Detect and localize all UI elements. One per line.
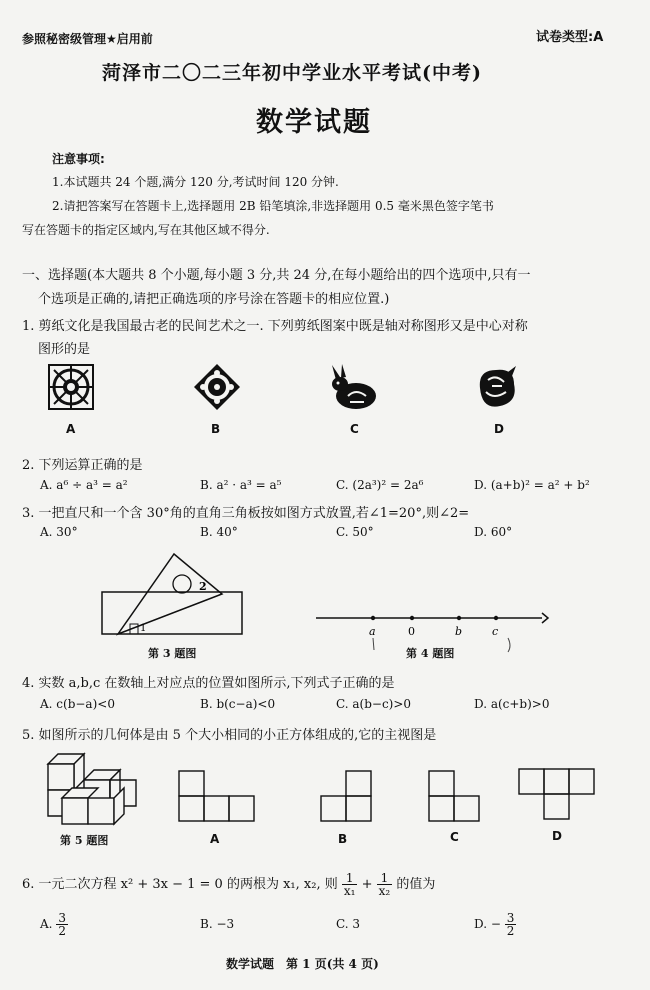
q5-option-d-view	[518, 768, 598, 822]
q5-label-b: B	[338, 832, 348, 846]
notice-item-1: 1.本试题共 24 个题,满分 120 分,考试时间 120 分钟.	[52, 175, 339, 189]
q6-option-b: B. −3	[200, 917, 235, 931]
q1-label-a: A	[66, 422, 76, 436]
q2-option-c: C. (2a³)² = 2a⁶	[336, 478, 424, 492]
point-zero-label: 0	[408, 625, 415, 638]
notice-item-2-line2: 写在答题卡的指定区域内,写在其他区域不得分.	[22, 223, 270, 237]
q3-option-c: C. 50°	[336, 525, 374, 539]
q4-option-a: A. c(b−a)<0	[40, 697, 115, 711]
q3-option-a: A. 30°	[40, 525, 78, 539]
q6-option-d: D. − $\frac{3}{2}$	[474, 911, 515, 938]
q5-option-b-view	[320, 770, 374, 822]
q5-label-c: C	[450, 830, 459, 844]
q3-stem: 3. 一把直尺和一个含 30°角的直角三角板按如图方式放置,若∠1=20°,则∠2=	[22, 506, 470, 521]
q6-option-a: A. $\frac{3}{2}$	[40, 911, 66, 938]
q5-solid-figure	[44, 750, 140, 826]
q4-figure-caption: 第 4 题图	[406, 647, 455, 660]
papercut-b-image	[192, 362, 242, 412]
papercut-d-image	[474, 364, 520, 412]
point-c-label: c	[492, 625, 499, 638]
q6-stem	[22, 866, 435, 904]
q2-stem: 2. 下列运算正确的是	[22, 458, 143, 473]
notice-heading: 注意事项:	[52, 152, 105, 166]
q2-option-d: D. (a+b)² = a² + b²	[474, 478, 590, 492]
q5-stem: 5. 如图所示的几何体是由 5 个大小相同的小正方体组成的,它的主视图是	[22, 728, 437, 743]
papercut-c-rabbit-image	[328, 362, 380, 412]
q6-option-c: C. 3	[336, 917, 361, 931]
section-1-heading-line2: 个选项是正确的,请把正确选项的序号涂在答题卡的相应位置.)	[38, 292, 390, 307]
section-1-heading-line1: 一、选择题(本大题共 8 个小题,每小题 3 分,共 24 分,在每小题给出的四个选项中,只有一	[22, 268, 531, 283]
q1-label-d: D	[494, 422, 504, 436]
secrecy-label: 参照秘密级管理★启用前	[22, 32, 153, 46]
q3-option-d: D. 60°	[474, 525, 513, 539]
q3-figure-caption: 第 3 题图	[148, 647, 197, 660]
q3-figure	[100, 552, 250, 637]
q1-stem-line2: 图形的是	[38, 342, 91, 357]
angle-1-label: 1	[140, 623, 147, 634]
q5-label-d: D	[552, 829, 562, 843]
q4-option-b: B. b(c−a)<0	[200, 697, 276, 711]
paper-type-label: 试卷类型:A	[536, 30, 604, 45]
exam-title: 菏泽市二〇二三年初中学业水平考试(中考)	[102, 62, 482, 84]
q5-option-c-view	[428, 770, 482, 822]
q4-stem: 4. 实数 a,b,c 在数轴上对应点的位置如图所示,下列式子正确的是	[22, 676, 395, 691]
q5-label-a: A	[210, 832, 220, 846]
q1-stem-line1: 1. 剪纸文化是我国最古老的民间艺术之一. 下列剪纸图案中既是轴对称图形又是中心对称	[22, 319, 528, 334]
point-a-label: a	[369, 625, 376, 638]
q6-fraction-1: $\frac{1}{\text{x₁}}$	[343, 871, 356, 898]
q2-option-b: B. a² · a³ = a⁵	[200, 478, 282, 492]
q3-option-b: B. 40°	[200, 525, 238, 539]
q6-stem-suffix: 的值为	[396, 877, 436, 892]
point-b-label: b	[455, 625, 463, 638]
q6-stem-prefix: 6. 一元二次方程 x² + 3x − 1 = 0 的两根为 x₁, x₂, 则	[22, 877, 338, 892]
notice-item-2-line1: 2.请把答案写在答题卡上,选择题用 2B 铅笔填涂,非选择题用 0.5 毫米黑色签字笔书	[52, 199, 494, 213]
page-footer: 数学试题 第 1 页(共 4 页)	[226, 957, 379, 971]
q2-option-a: A. a⁶ ÷ a³ = a²	[40, 478, 128, 492]
q4-option-c: C. a(b−c)>0	[336, 697, 412, 711]
q6-plus: +	[361, 877, 373, 892]
q1-label-c: C	[350, 422, 359, 436]
angle-2-label: 2	[199, 580, 207, 593]
q4-option-d: D. a(c+b)>0	[474, 697, 550, 711]
q5-option-a-view	[178, 770, 256, 822]
papercut-a-image	[46, 362, 96, 412]
q6-fraction-2: $\frac{1}{\text{x₂}}$	[378, 871, 391, 898]
q5-figure-caption: 第 5 题图	[60, 834, 109, 847]
q1-label-b: B	[211, 422, 221, 436]
subject-title: 数学试题	[256, 107, 372, 138]
triangle-shape	[118, 554, 222, 634]
